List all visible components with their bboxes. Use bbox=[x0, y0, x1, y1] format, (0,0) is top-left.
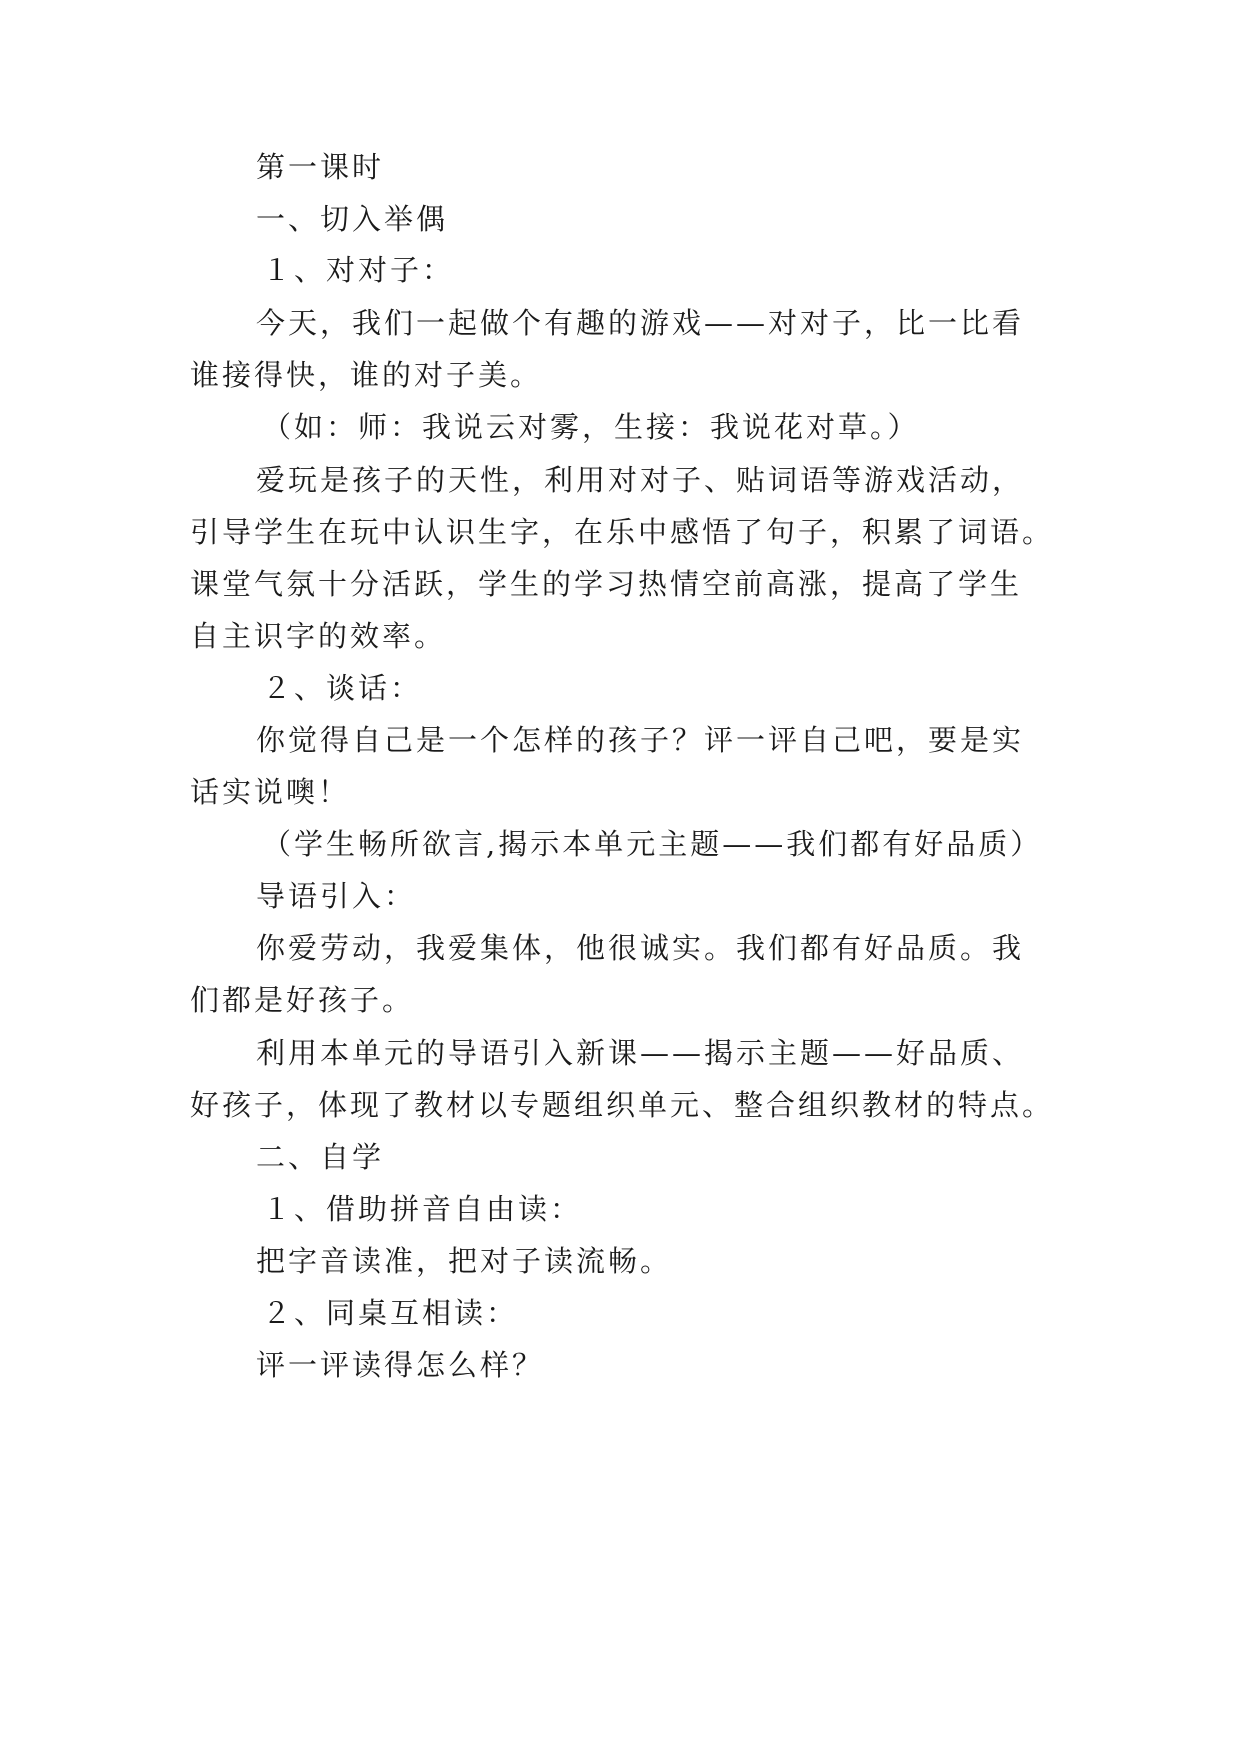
paragraph-line: 爱玩是孩子的天性，利用对对子、贴词语等游戏活动， bbox=[256, 463, 1025, 497]
example-note: （如：师：我说云对雾，生接：我说花对草。） bbox=[262, 410, 920, 444]
paragraph-line: 今天，我们一起做个有趣的游戏——对对子，比一比看 bbox=[256, 306, 1025, 340]
example-note: （学生畅所欲言,揭示本单元主题——我们都有好品质） bbox=[262, 827, 1043, 861]
paragraph-line: 引导学生在玩中认识生字，在乐中感悟了句子，积累了词语。 bbox=[190, 515, 1055, 549]
paragraph-line: 课堂气氛十分活跃，学生的学习热情空前高涨，提高了学生 bbox=[190, 567, 1023, 601]
paragraph-line: 你觉得自己是一个怎样的孩子？评一评自己吧，要是实 bbox=[256, 723, 1025, 757]
section-heading-1: 一、切入举偶 bbox=[256, 202, 449, 236]
subheading-2-2: ２、同桌互相读： bbox=[262, 1296, 519, 1330]
paragraph-line: 好孩子，体现了教材以专题组织单元、整合组织教材的特点。 bbox=[190, 1088, 1055, 1122]
paragraph-line: 们都是好孩子。 bbox=[190, 983, 415, 1017]
subheading-1-2: ２、谈话： bbox=[262, 671, 423, 705]
subheading-2-1: １、借助拼音自由读： bbox=[262, 1192, 583, 1226]
paragraph-line: 利用本单元的导语引入新课——揭示主题——好品质、 bbox=[256, 1036, 1025, 1070]
paragraph-line: 把字音读准，把对子读流畅。 bbox=[256, 1244, 673, 1278]
subheading-intro: 导语引入： bbox=[256, 879, 417, 913]
lesson-title: 第一课时 bbox=[256, 150, 385, 184]
paragraph-line: 话实说噢！ bbox=[190, 775, 351, 809]
paragraph-line: 自主识字的效率。 bbox=[190, 619, 447, 653]
section-heading-2: 二、自学 bbox=[256, 1140, 385, 1174]
subheading-1-1: １、对对子： bbox=[262, 253, 455, 287]
paragraph-line: 评一评读得怎么样？ bbox=[256, 1348, 545, 1382]
paragraph-line: 你爱劳动，我爱集体，他很诚实。我们都有好品质。我 bbox=[256, 931, 1025, 965]
paragraph-line: 谁接得快，谁的对子美。 bbox=[190, 358, 543, 392]
